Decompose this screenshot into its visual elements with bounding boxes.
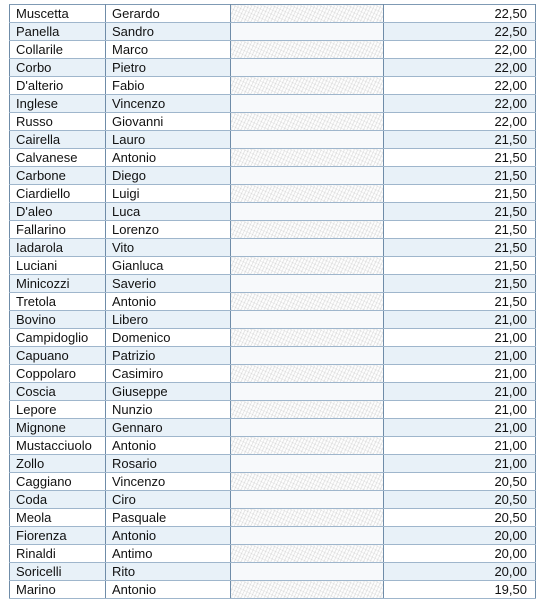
table-row [10,347,536,365]
surname-cell: Coppolaro [10,365,106,383]
first-name-cell: Giovanni [106,113,231,131]
redacted-cell [231,41,384,59]
first-name-cell: Vincenzo [106,95,231,113]
first-name-cell: Rito [106,563,231,581]
score-cell: 21,50 [384,221,536,239]
redacted-cell [231,581,384,599]
score-cell: 21,50 [384,239,536,257]
score-cell: 22,00 [384,59,536,77]
redacted-cell [231,149,384,167]
surname-cell: Rinaldi [10,545,106,563]
first-name-cell: Rosario [106,455,231,473]
first-name-cell: Antonio [106,149,231,167]
surname-cell: Fallarino [10,221,106,239]
first-name-cell: Ciro [106,491,231,509]
first-name-cell: Sandro [106,23,231,41]
redacted-cell [231,77,384,95]
first-name-cell: Antonio [106,293,231,311]
redacted-cell [231,491,384,509]
table-row [10,113,536,131]
score-cell: 21,00 [384,455,536,473]
surname-cell: Bovino [10,311,106,329]
redacted-cell [231,383,384,401]
surname-cell: Corbo [10,59,106,77]
score-cell: 21,00 [384,365,536,383]
table-row [10,383,536,401]
redacted-cell [231,113,384,131]
first-name-cell: Luigi [106,185,231,203]
score-cell: 21,00 [384,419,536,437]
score-cell: 20,00 [384,545,536,563]
first-name-cell: Luca [106,203,231,221]
redacted-cell [231,275,384,293]
redacted-cell [231,185,384,203]
surname-cell: Marino [10,581,106,599]
score-cell: 21,50 [384,203,536,221]
surname-cell: Coscia [10,383,106,401]
score-cell: 21,50 [384,185,536,203]
redacted-cell [231,437,384,455]
redacted-cell [231,473,384,491]
redacted-cell [231,257,384,275]
surname-cell: Ciardiello [10,185,106,203]
score-cell: 21,00 [384,329,536,347]
score-cell: 21,00 [384,401,536,419]
first-name-cell: Gianluca [106,257,231,275]
table-row [10,437,536,455]
table-row [10,365,536,383]
surname-cell: D'aleo [10,203,106,221]
redacted-cell [231,59,384,77]
redacted-cell [231,563,384,581]
score-cell: 21,50 [384,293,536,311]
table-row [10,5,536,23]
surname-cell: Minicozzi [10,275,106,293]
redacted-cell [231,167,384,185]
score-cell: 20,50 [384,473,536,491]
redacted-cell [231,419,384,437]
redacted-cell [231,293,384,311]
table-row [10,311,536,329]
redacted-cell [231,203,384,221]
score-cell: 22,50 [384,5,536,23]
table-row [10,221,536,239]
table-row [10,527,536,545]
score-cell: 21,00 [384,347,536,365]
score-cell: 21,00 [384,383,536,401]
table-row [10,401,536,419]
surname-cell: Mustacciuolo [10,437,106,455]
table-body [10,5,536,599]
first-name-cell: Nunzio [106,401,231,419]
table-row [10,23,536,41]
score-cell: 21,50 [384,167,536,185]
redacted-cell [231,401,384,419]
redacted-cell [231,545,384,563]
first-name-cell: Fabio [106,77,231,95]
score-cell: 22,00 [384,95,536,113]
table-row [10,131,536,149]
table-row [10,95,536,113]
first-name-cell: Pietro [106,59,231,77]
first-name-cell: Vito [106,239,231,257]
first-name-cell: Gerardo [106,5,231,23]
score-cell: 22,00 [384,113,536,131]
score-cell: 22,50 [384,23,536,41]
table-row [10,77,536,95]
score-cell: 19,50 [384,581,536,599]
score-cell: 20,00 [384,563,536,581]
redacted-cell [231,5,384,23]
score-cell: 22,00 [384,41,536,59]
surname-cell: Iadarola [10,239,106,257]
score-cell: 20,00 [384,527,536,545]
score-cell: 21,00 [384,311,536,329]
table-row [10,239,536,257]
table-row [10,491,536,509]
first-name-cell: Antimo [106,545,231,563]
redacted-cell [231,365,384,383]
redacted-cell [231,527,384,545]
redacted-cell [231,347,384,365]
surname-cell: Inglese [10,95,106,113]
table-row [10,509,536,527]
first-name-cell: Pasquale [106,509,231,527]
redacted-cell [231,239,384,257]
surname-cell: Calvanese [10,149,106,167]
first-name-cell: Marco [106,41,231,59]
surname-cell: Mignone [10,419,106,437]
surname-cell: Cairella [10,131,106,149]
table-row [10,203,536,221]
score-cell: 21,00 [384,437,536,455]
surname-cell: Lepore [10,401,106,419]
redacted-cell [231,509,384,527]
surname-cell: Capuano [10,347,106,365]
first-name-cell: Vincenzo [106,473,231,491]
surname-cell: Caggiano [10,473,106,491]
first-name-cell: Lauro [106,131,231,149]
surname-cell: Luciani [10,257,106,275]
table-row [10,275,536,293]
redacted-cell [231,221,384,239]
first-name-cell: Gennaro [106,419,231,437]
table-row [10,149,536,167]
table-row [10,419,536,437]
table-row [10,167,536,185]
first-name-cell: Antonio [106,437,231,455]
first-name-cell: Lorenzo [106,221,231,239]
table-row [10,329,536,347]
first-name-cell: Patrizio [106,347,231,365]
surname-cell: D'alterio [10,77,106,95]
score-cell: 21,50 [384,131,536,149]
table-row [10,185,536,203]
first-name-cell: Diego [106,167,231,185]
surname-cell: Collarile [10,41,106,59]
first-name-cell: Casimiro [106,365,231,383]
score-cell: 20,50 [384,509,536,527]
surname-cell: Carbone [10,167,106,185]
table-row [10,257,536,275]
table-row [10,581,536,599]
first-name-cell: Antonio [106,527,231,545]
first-name-cell: Libero [106,311,231,329]
table-row [10,563,536,581]
score-cell: 21,50 [384,275,536,293]
redacted-cell [231,95,384,113]
surname-cell: Fiorenza [10,527,106,545]
surname-cell: Campidoglio [10,329,106,347]
score-cell: 21,50 [384,257,536,275]
surname-cell: Coda [10,491,106,509]
first-name-cell: Domenico [106,329,231,347]
first-name-cell: Giuseppe [106,383,231,401]
surname-cell: Panella [10,23,106,41]
redacted-cell [231,131,384,149]
redacted-cell [231,311,384,329]
table-row [10,41,536,59]
redacted-cell [231,455,384,473]
table-row [10,545,536,563]
redacted-cell [231,23,384,41]
score-cell: 22,00 [384,77,536,95]
redacted-cell [231,329,384,347]
table-row [10,473,536,491]
results-table [9,4,536,599]
surname-cell: Tretola [10,293,106,311]
surname-cell: Meola [10,509,106,527]
surname-cell: Soricelli [10,563,106,581]
table-row [10,293,536,311]
score-cell: 20,50 [384,491,536,509]
table-row [10,455,536,473]
surname-cell: Muscetta [10,5,106,23]
table-row [10,59,536,77]
first-name-cell: Saverio [106,275,231,293]
score-cell: 21,50 [384,149,536,167]
first-name-cell: Antonio [106,581,231,599]
surname-cell: Russo [10,113,106,131]
surname-cell: Zollo [10,455,106,473]
